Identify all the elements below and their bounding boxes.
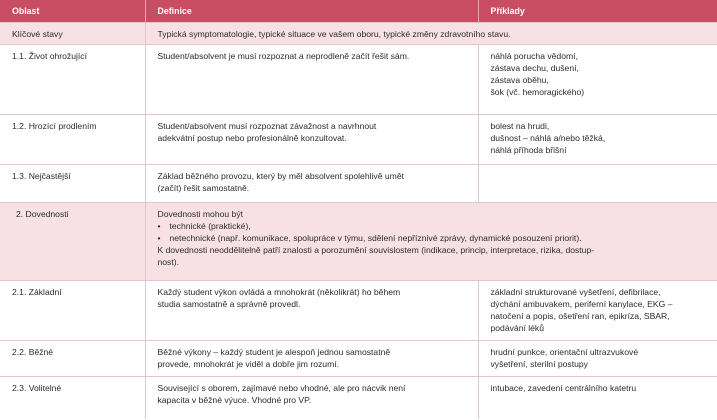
- definice-line: adekvátní postup nebo profesionálně konzultovat.: [157, 133, 347, 144]
- oblast-cell: 2.1. Základní: [0, 281, 145, 341]
- definice-cell: [145, 45, 478, 115]
- definice-line: Základ běžného provozu, který by měl absolvent spolehlivě umět: [157, 171, 404, 181]
- span-line: K dovednosti neoddělitelně patří znalosti a porozumění souvislostem (indikace, princip, interpretace, rizika, dostup-: [157, 245, 595, 256]
- header-row: [0, 0, 717, 23]
- table-row: [0, 281, 717, 341]
- definice-cell: [145, 165, 478, 203]
- table-row: [0, 165, 717, 203]
- oblast-cell: 2.2. Běžné: [0, 341, 145, 377]
- priklady-line: zástava dechu, dušení,: [490, 63, 579, 74]
- priklady-line: základní strukturované vyšetření, defibrilace,: [490, 287, 661, 297]
- definice-cell: [145, 281, 478, 341]
- oblast-cell: 1.1. Život ohrožující: [0, 45, 145, 115]
- header-priklady: Příklady: [478, 0, 717, 23]
- oblast-cell: 2.3. Volitelné: [0, 377, 145, 419]
- priklady-cell: [478, 165, 717, 203]
- header-definice: Definice: [145, 0, 478, 23]
- definice-line: provede, mnohokrát je viděl a dobře jim rozumí.: [157, 359, 340, 370]
- priklady-line: náhlá porucha vědomí,: [490, 51, 578, 61]
- bullet-item: [158, 232, 712, 244]
- priklady-cell: [478, 341, 717, 377]
- priklady-line: hrudní punkce, orientační ultrazvukové: [490, 347, 639, 357]
- span-line: Dovednosti mohou být: [157, 209, 244, 219]
- oblast-cell: Klíčové stavy: [0, 23, 145, 45]
- definice-line: Student/absolvent musí rozpoznat závažnost a navrhnout: [157, 121, 377, 131]
- definice-line: Běžné výkony – každý student je alespoň jednou samostatně: [157, 347, 391, 357]
- bullet-icon: •: [157, 221, 161, 232]
- oblast-cell: 1.3. Nejčastější: [0, 165, 145, 203]
- definice-cell: [145, 377, 478, 419]
- priklady-line: zástava oběhu,: [490, 75, 549, 86]
- priklady-cell: [478, 45, 717, 115]
- table-row: [0, 23, 717, 45]
- priklady-line: podávání léků: [490, 323, 545, 334]
- definice-line: kapacita v běžné výuce. Vhodné pro VP.: [157, 395, 312, 406]
- definice-line: Každý student výkon ovládá a mnohokrát (několikrát) ho během: [157, 287, 401, 297]
- bullet-text: netechnické (např. komunikace, spolupráce v týmu, sdělení nepříznivé zprávy, dynamické posouzení priorit).: [169, 233, 582, 244]
- oblast-label: 2. Dovednosti: [16, 209, 69, 219]
- priklady-line: vyšetření, sterilní postupy: [490, 359, 588, 370]
- definice-line: Související s oborem, zajímavé nebo vhodné, ale pro nácvik není: [157, 383, 406, 393]
- priklady-line: bolest na hrudi,: [490, 121, 550, 131]
- span-line: nost).: [157, 257, 179, 268]
- definice-line: studia samostatně a správně provedl.: [157, 299, 301, 310]
- definice-line: Student/absolvent je musí rozpoznat a neprodleně začít řešit sám.: [157, 51, 410, 61]
- oblast-cell: 1.2. Hrozící prodlením: [0, 115, 145, 165]
- table-row: [0, 115, 717, 165]
- span-cell: Typická symptomatologie, typické situace ve vašem oboru, typické změny zdravotního stavu.: [145, 23, 717, 45]
- definice-line: (začít) řešit samostatně.: [157, 183, 250, 194]
- table-row: [0, 377, 717, 419]
- table-row: [0, 203, 717, 281]
- table-row: [0, 45, 717, 115]
- priklady-cell: [478, 377, 717, 419]
- definice-cell: [145, 115, 478, 165]
- span-cell: [145, 203, 717, 281]
- definice-cell: [145, 341, 478, 377]
- priklady-line: natočení a popis, ošetření ran, epikríza, SBAR,: [490, 311, 670, 322]
- bullet-text: technické (praktické),: [169, 221, 251, 232]
- priklady-line: dýchání ambuvakem, periferní kanylace, EKG –: [490, 299, 673, 310]
- header-oblast: Oblast: [0, 0, 145, 23]
- priklady-cell: [478, 281, 717, 341]
- priklady-line: intubace, zavedení centrálního katetru: [490, 383, 637, 393]
- priklady-line: dušnost – náhlá a/nebo těžká,: [490, 133, 606, 144]
- bullet-item: [158, 220, 712, 232]
- priklady-line: náhlá příhoda břišní: [490, 145, 567, 156]
- priklady-line: šok (vč. hemoragického): [490, 87, 585, 98]
- priklady-cell: [478, 115, 717, 165]
- table-row: [0, 341, 717, 377]
- bullet-icon: •: [157, 233, 161, 244]
- oblast-cell: [0, 203, 145, 281]
